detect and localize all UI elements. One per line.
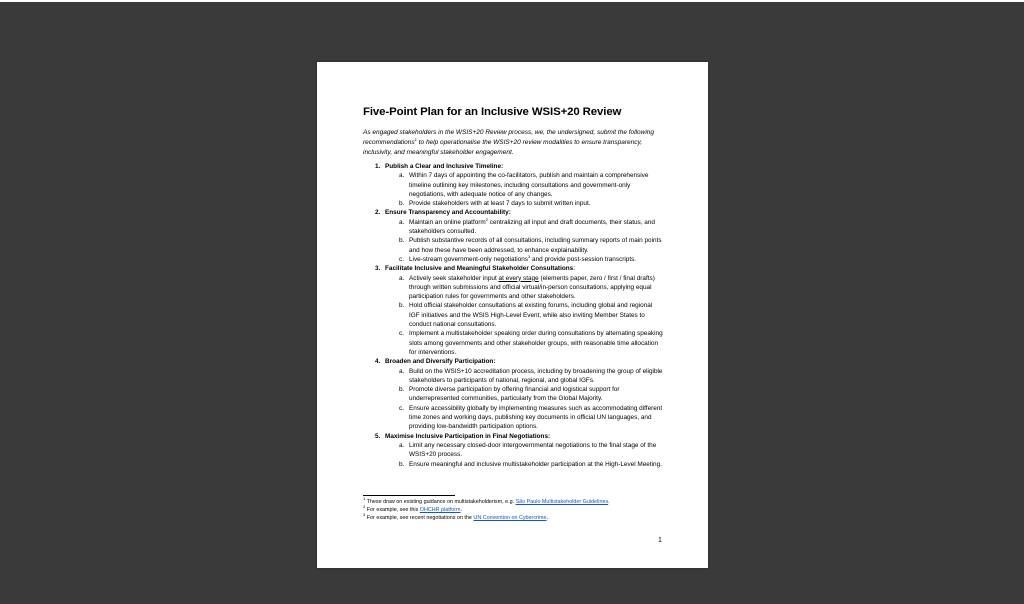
top-edge (0, 0, 1024, 2)
list-item: a. Maintain an online platform$^2$ centralizing all input and draft documents, their status, and stakeholders consulted. (399, 216, 655, 236)
plan-list (363, 162, 663, 469)
footnote-divider (363, 495, 455, 496)
list-item: a. Within 7 days of appointing the co-facilitators, publish and maintain a comprehensive timeline outlining key milestones, including consultations and government-only negotiations, with adequate notice of any changes. (399, 172, 649, 198)
list-item: b. Hold official stakeholder consultations at existing forums, including global and regional IGF initiatives and the WSIS High-Level Event, while also inviting Member States to conduct national consultations. (399, 302, 653, 329)
footnote-ref-3: 3 (528, 253, 531, 259)
list-item: a. Limit any necessary closed-door intergovernmental negotiations to the final stage of the WSIS+20 process. (399, 441, 657, 459)
section-4-heading: 4. Broaden and Diversify Participation: (375, 358, 496, 366)
footnote-ref-1: 1 (414, 136, 417, 142)
intro-paragraph: As engaged stakeholders in the WSIS+20 Review process, we, the undersigned, submit the following recommendations$^1$ to help operationalise the WSIS+20 review modalities to ensure transparency, inclusivity, and meaningful stakeholder engagement. (363, 129, 655, 156)
section-3-heading: 3. Facilitate Inclusive and Meaningful Stakeholder Consultations: (375, 265, 575, 273)
footnote-3: $^3$ For example, see recent negotiations on the UN Convention on Cybercrime. (363, 512, 549, 521)
footnote-1: $^1$ These draw on existing guidance on multistakeholderism, e.g. São Paulo Multistakeholder Guidelines. (363, 496, 610, 505)
ohchr-platform-link[interactable]: OHCHR platform (419, 507, 461, 513)
underlined-phrase: at every stage (498, 274, 539, 282)
list-item: a. Build on the WSIS+10 accreditation process, including by broadening the group of eligible stakeholders to participants of national, regional, and global IGFs. (399, 367, 663, 384)
list-item: c. Implement a multistakeholder speaking order during consultations by alternating speaking slots among governments and other stakeholder groups, with reasonable time allocation for interventions. (399, 330, 663, 356)
page-title: Five-Point Plan for an Inclusive WSIS+20 Review (363, 106, 622, 118)
footnotes (363, 498, 683, 522)
section-5-heading: 5. Maximise Inclusive Participation in Final Negotiations: (375, 432, 551, 440)
list-item: b. Publish substantive records of all consultations, including summary reports of main points and how these have been addressed, to enhance explainability. (399, 237, 662, 254)
footnote-ref-2: 2 (485, 216, 488, 222)
list-item: b. Promote diverse participation by offering financial and logistical support for underrepresented communities, particularly from the Global Majority. (399, 386, 620, 403)
document-page (317, 62, 708, 568)
list-item: b. Ensure meaningful and inclusive multistakeholder participation at the High-Level Meeting. (399, 460, 662, 468)
sao-paulo-guidelines-link[interactable]: São Paulo Multistakeholder Guidelines (515, 499, 609, 505)
list-item: a. Actively seek stakeholder input at every stage (elements paper, zero / first / final drafts) through written submissions and official virtual/in-person consultations, applying equal participation rules for governments and other stakeholders. (399, 274, 655, 301)
page-number: 1 (658, 537, 662, 544)
list-item: b. Provide stakeholders with at least 7 days to submit written input. (399, 200, 591, 208)
section-1-heading: 1. Publish a Clear and Inclusive Timeline: (375, 163, 504, 170)
footnote-2: $^2$ For example, see this OHCHR platform. (363, 504, 463, 513)
list-item: c. Ensure accessibility globally by implementing measures such as accommodating different time zones and working days, publishing key documents in official UN languages, and providing low-bandwidth participation options. (399, 404, 663, 431)
un-cybercrime-convention-link[interactable]: UN Convention on Cybercrime (473, 515, 547, 521)
list-item: c. Live-stream government-only negotiations$^3$ and provide post-session transcripts. (399, 253, 637, 263)
section-2-heading: 2. Ensure Transparency and Accountability: (375, 209, 511, 217)
